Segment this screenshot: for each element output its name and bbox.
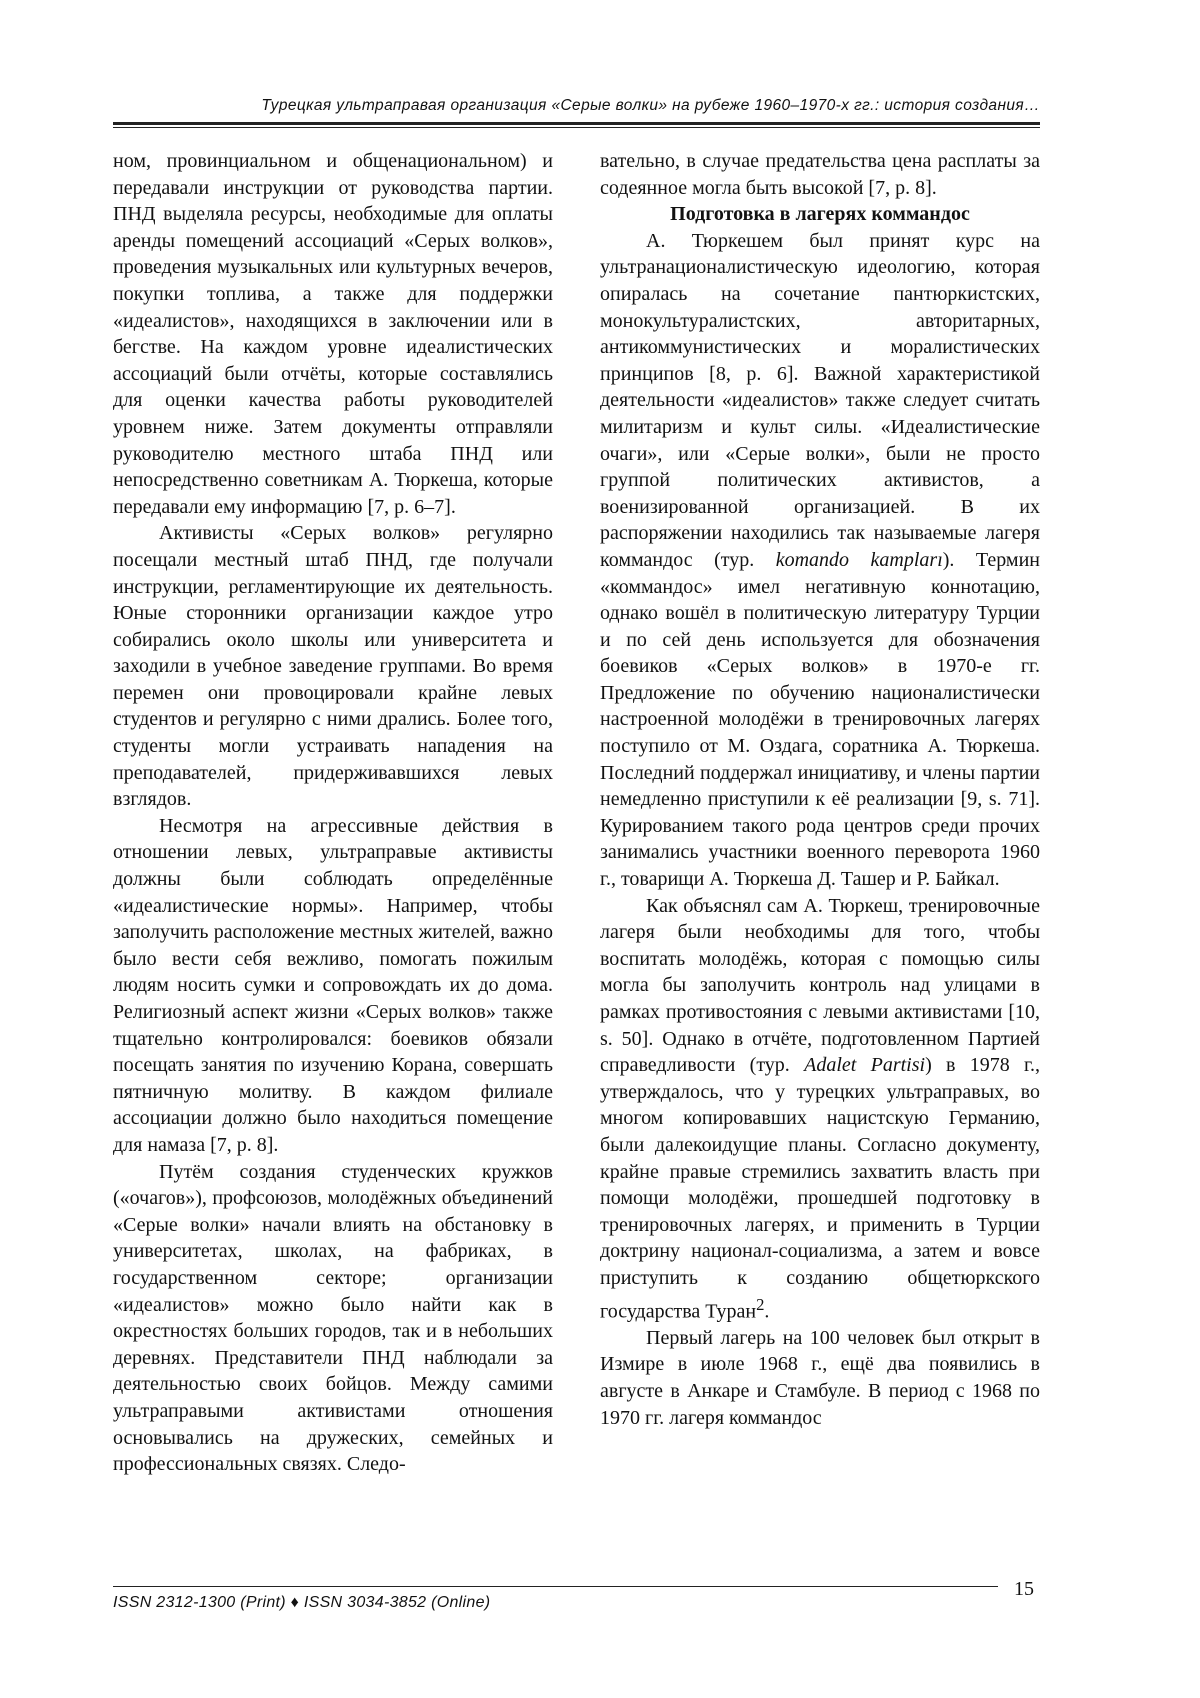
footer-issn: ISSN 2312-1300 (Print) ♦ ISSN 3034-3852 (Online)	[113, 1594, 491, 1611]
right-paragraph-3-end: .	[764, 1300, 770, 1323]
page-number: 15	[1014, 1578, 1034, 1600]
header-rule-thin	[113, 127, 1040, 128]
turkish-term-adalet: Adalet Partisi	[804, 1054, 926, 1077]
turkish-term-komando: komando kampları	[775, 548, 943, 571]
left-paragraph-2: Активисты «Серых волков» регулярно посещали местный штаб ПНД, где получали инструкции, регламентирующие их деятельность. Юные сторонники организации каждое утро собирались около школы или университета и заходили в учебное заведение группами. Во время перемен они провоцировали крайне левых студентов и регулярно с ними дрались. Более того, студенты могли устраивать нападения на преподавателей, придерживавшихся левых взглядов.	[113, 522, 553, 811]
running-header: Турецкая ультраправая организация «Серые волки» на рубеже 1960–1970-х гг.: история создания…	[261, 97, 1040, 114]
footer-rule	[113, 1586, 998, 1587]
right-paragraph-3-text-b: ) в 1978 г., утверждалось, что у турецких ультраправых, во многом копировавших нацистскую Германию, были далекоидущие планы. Согласно документу, крайне правые стремились захватить власть при помощи молодёжи, прошедшей подготовку в тренировочных лагерях, и применить в Турции доктрину национал-социализма, а затем и вовсе приступить к созданию общетюркского государства Туран	[600, 1054, 1040, 1323]
right-column	[600, 148, 1040, 1431]
header-rule-thick	[113, 122, 1040, 125]
right-paragraph-3-text-a: Как объяснял сам А. Тюркеш, тренировочные лагеря были необходимы для того, чтобы воспитать молодёжь, которая с помощью силы могла бы заполучить контроль над улицами в рамках противостояния с левыми активистами [10, s. 50]. Однако в отчёте, подготовленном Партией справедливости (тур.	[600, 894, 1040, 1077]
section-heading: Подготовка в лагерях коммандос	[670, 203, 970, 226]
right-paragraph-3	[600, 893, 1040, 1325]
left-paragraph-4: Путём создания студенческих кружков («очагов»), профсоюзов, молодёжных объединений «Серые волки» начали влиять на обстановку в университетах, школах, на фабриках, в государственном секторе; организации «идеалистов» можно было найти как в окрестностях больших городов, так и в небольших деревнях. Представители ПНД наблюдали за деятельностью своих бойцов. Между самими ультраправыми активистами отношения основывались на дружеских, семейных и профессиональных связях. Следо-	[113, 1160, 553, 1476]
left-column	[113, 148, 553, 1478]
right-paragraph-2-text-b: ). Термин «коммандос» имел негативную коннотацию, однако вошёл в политическую литературу Турции и по сей день используется для обозначения боевиков «Серых волков» в 1970-е гг. Предложение по обучению националистически настроенной молодёжи в тренировочных лагерях поступило от М. Оздага, соратника А. Тюркеша. Последний поддержал инициативу, и члены партии немедленно приступили к её реализации [9, s. 71]. Курированием такого рода центров среди прочих занимались участники военного переворота 1960 г., товарищи А. Тюркеша Д. Ташер и Р. Байкал.	[600, 548, 1040, 891]
right-paragraph-4: Первый лагерь на 100 человек был открыт в Измире в июле 1968 г., ещё два появились в августе в Анкаре и Стамбуле. В период с 1968 по 1970 гг. лагеря коммандос	[600, 1326, 1040, 1429]
right-paragraph-1: вательно, в случае предательства цена расплаты за содеянное могла быть высокой [7, p. 8].	[600, 150, 1040, 199]
left-paragraph-3: Несмотря на агрессивные действия в отношении левых, ультраправые активисты должны были соблюдать определённые «идеалистические нормы». Например, чтобы заполучить расположение местных жителей, важно было вести себя вежливо, помогать пожилым людям носить сумки и сопровождать их до дома. Религиозный аспект жизни «Серых волков» также тщательно контролировался: боевиков обязали посещать занятия по изучению Корана, совершать пятничную молитву. В каждом филиале ассоциации должно было находиться помещение для намаза [7, p. 8].	[113, 814, 553, 1156]
right-paragraph-2-text-a: А. Тюркешем был принят курс на ультранационалистическую идеологию, которая опиралась на сочетание пантюркистских, монокультуралистских, авторитарных, антикоммунистических и моралистических принципов [8, p. 6]. Важной характеристикой деятельности «идеалистов» также следует считать милитаризм и культ силы. «Идеалистические очаги», или «Серые волки», были не просто группой политических активистов, а военизированной организацией. В их распоряжении находились так называемые лагеря коммандос (тур.	[600, 229, 1040, 571]
left-paragraph-1: ном, провинциальном и общенациональном) и передавали инструкции от руководства партии. ПНД выделяла ресурсы, необходимые для оплаты аренды помещений ассоциаций «Серых волков», проведения музыкальных или культурных вечеров, покупки топлива, а также для поддержки «идеалистов», находящихся в заключении или в бегстве. На каждом уровне идеалистических ассоциаций были отчёты, которые составлялись для оценки качества работы руководителей уровнем ниже. Затем документы отправляли руководителю местного штаба ПНД или непосредственно советникам А. Тюркеша, которые передавали ему информацию [7, p. 6–7].	[113, 150, 553, 518]
right-paragraph-2	[600, 228, 1040, 893]
footnote-marker[interactable]: 2	[756, 1294, 765, 1314]
